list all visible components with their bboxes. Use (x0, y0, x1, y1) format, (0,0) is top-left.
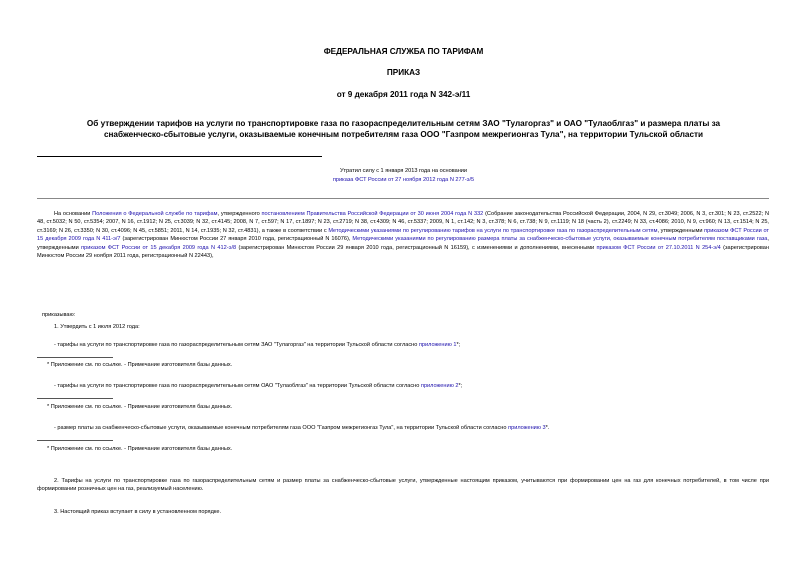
status-line: Утратил силу с 1 января 2013 года на основании (339, 168, 468, 174)
footnote-3: * Приложение см. по ссылке. - Примечание изготовителя базы данных. (47, 446, 233, 452)
link-order-411[interactable]: приказом ФСТ России от 15 декабря 2009 года N 411-э/7 (37, 227, 769, 243)
item-1: 1. Утвердить с 1 июля 2012 года: (54, 324, 140, 330)
link-supply-guidelines[interactable]: Методическими указаниями по регулированию размера платы за снабженческо-сбытовые услуги, оказываемые конечным потребителям поставщиками газа (352, 236, 768, 243)
footnote-1: * Приложение см. по ссылке. - Примечание изготовителя базы данных. (47, 362, 233, 368)
status-note (0, 167, 807, 185)
sub-item-1: - тарифы на услуги по транспортировке газа по газораспределительным сетям ЗАО "Тулагоргаз" на территории Тульской области согласно приложению 1*; (54, 342, 461, 348)
status-divider (37, 198, 769, 199)
link-appendix-1[interactable]: приложению 1 (418, 342, 457, 348)
footnote-divider-2 (37, 398, 113, 399)
title-line-1: Об утверждении тарифов на услуги по транспортировке газа по газораспределительным сетям ЗАО "Тулагоргаз" и ОАО "Тулаоблгаз" и размера платы за (86, 119, 721, 128)
sub-item-2: - тарифы на услуги по транспортировке газа по газораспределительным сетям ОАО "Тулаоблгаз" на территории Тульской области согласно приложению 2*; (54, 383, 463, 389)
link-transport-guidelines[interactable]: Методическими указаниями по регулированию тарифов на услуги по транспортировке газа по газораспределительным сетям (328, 227, 658, 234)
document-date-number: от 9 декабря 2011 года N 342-э/11 (336, 90, 471, 99)
link-order-412[interactable]: приказом ФСТ России от 15 декабря 2009 года N 412-э/8 (81, 244, 237, 251)
footnote-divider-1 (37, 357, 113, 358)
item-3: 3. Настоящий приказ вступает в силу в установленном порядке. (54, 509, 222, 515)
link-government-decree[interactable]: постановлением Правительства Российской Федерации от 30 июня 2004 года N 332 (261, 211, 484, 217)
sub-item-3: - размер платы за снабженческо-сбытовые услуги, оказываемые конечным потребителям газа ООО "Газпром межрегионгаз Тула", на территории Тульской области согласно приложению 3*. (54, 425, 550, 431)
link-appendix-2[interactable]: приложению 2 (420, 383, 459, 389)
footnote-divider-3 (37, 440, 113, 441)
preamble-paragraph: На основании Положения о Федеральной службе по тарифам, утвержденного постановлением Правительства Российской Федерации от 30 июня 2004 года N 332 (Собрание законодательства Российской Федерации, 2004, N 29, ст.3049; 2006, N 3, ст.301; N 23, ст.2522; N 48, ст.5032; N 50, ст.5354; 2007, N 16, ст.1912; N 25, ст.3039; N 32, ст.4145; 2008, N 7, ст.597; N 17, ст.1897; N 23, ст.2719; N 38, ст.4309; N 46, ст.5337; 2009, N 1, ст.142; N 3, ст.378; N 6, ст.738; N 9, ст.1119; N 18 (часть 2), ст.2249; N 33, ст.4086; 2010, N 9, ст.960; N 13, ст.1514; N 25, ст.3169; N 26, ст.3350; N 30, ст.4096; N 45, ст.5851; 2011, N 14, ст.1935; N 32, ст.4831), а также в соответствии с Методическими указаниями по регулированию тарифов на услуги по транспортировке газа по газораспределительным сетям, утвержденными приказом ФСТ России от 15 декабря 2009 года N 411-э/7 (зарегистрирован Минюстом России 27 января 2010 года, регистрационный N 16076), Методическими указаниями по регулированию размера платы за снабженческо-сбытовые услуги, оказываемые конечным потребителям поставщиками газа, утвержденными приказом ФСТ России от 15 декабря 2009 года N 412-э/8 (зарегистрирован Минюстом России 29 января 2010 года, регистрационный N 16159), с изменениями и дополнениями, внесенными приказом ФСТ России от 27.10.2011 N 254-э/4 (зарегистрирован Минюстом России 29 ноября 2011 года, регистрационный N 22443), (37, 211, 769, 260)
title-line-2: снабженческо-сбытовые услуги, оказываемые конечным потребителям газа ООО "Газпром межрегионгаз Тула", на территории Тульской области (103, 130, 704, 139)
footnote-2: * Приложение см. по ссылке. - Примечание изготовителя базы данных. (47, 404, 233, 410)
agency-name: ФЕДЕРАЛЬНАЯ СЛУЖБА ПО ТАРИФАМ (323, 47, 484, 56)
link-order-254[interactable]: приказом ФСТ России от 27.10.2011 N 254-э/4 (596, 244, 721, 251)
document-type: ПРИКАЗ (386, 68, 421, 77)
link-fst-regulation[interactable]: Положения о Федеральной службе по тарифам (92, 211, 218, 217)
link-appendix-3[interactable]: приложению 3 (508, 425, 546, 431)
item-2: 2. Тарифы на услуги по транспортировке газа по газораспределительным сетям и размер платы за снабженческо-сбытовые услуги, утвержденные настоящим приказом, учитываются при формировании цен на газ для конечных потребителей, в том числе при формировании розничных цен на газ, реализуемый населению. (37, 478, 769, 493)
status-link[interactable]: приказа ФСТ России от 27 ноября 2012 года N 277-э/5 (332, 177, 475, 183)
document-title (50, 118, 757, 140)
title-divider (37, 156, 322, 157)
decree-word: приказываю: (42, 312, 76, 318)
